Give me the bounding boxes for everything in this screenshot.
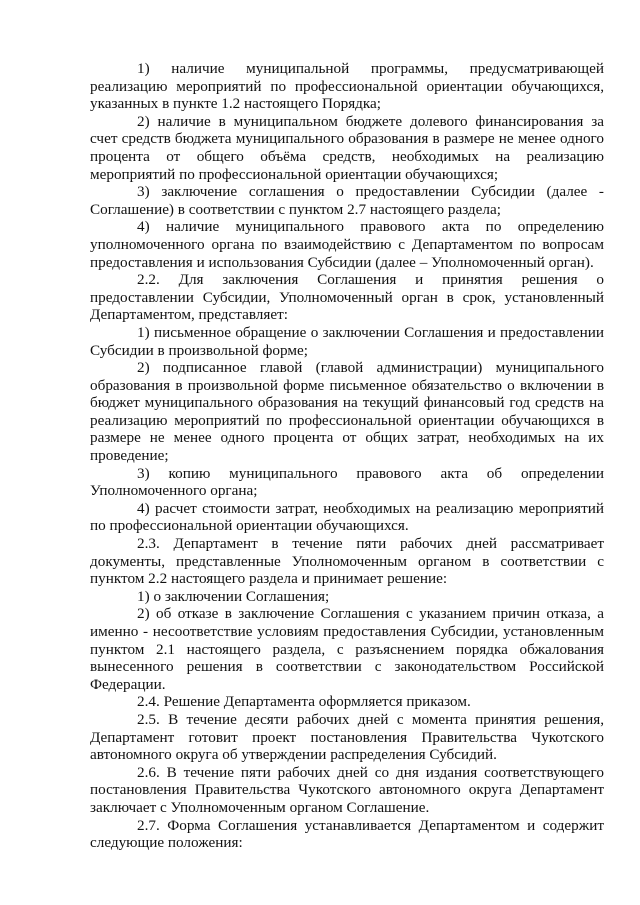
paragraph: 1) письменное обращение о заключении Соглашения и предоставлении Субсидии в произвольной форме;	[90, 323, 604, 359]
paragraph: 3) копию муниципального правового акта об определении Уполномоченного органа;	[90, 464, 604, 500]
paragraph: 1) о заключении Соглашения;	[137, 587, 330, 605]
paragraph: 4) расчет стоимости затрат, необходимых на реализацию мероприятий по профессиональной ориентации обучающихся.	[90, 499, 604, 535]
paragraph: 2) об отказе в заключение Соглашения с указанием причин отказа, а именно - несоответствие условиям предоставления Субсидии, установленным пунктом 2.1 настоящего раздела, с разъяснением порядка обжалования вынесенного решения в соответствии с законодательством Российской Федерации.	[90, 605, 604, 693]
paragraph: 2.4. Решение Департамента оформляется приказом.	[137, 693, 471, 711]
paragraph: 2) подписанное главой (главой администрации) муниципального образования в произвольной форме письменное обязательство о включении в бюджет муниципального образования на текущий финансовый год средств на реализацию мероприятий по профессиональной ориентации обучающихся в размере не менее одного процента от общих затрат, необходимых на их проведение;	[90, 359, 604, 465]
paragraph: 2.6. В течение пяти рабочих дней со дня издания соответствующего постановления Правительства Чукотского автономного округа Департамент заключает с Уполномоченным органом Соглашение.	[90, 763, 604, 816]
paragraph: 1) наличие муниципальной программы, предусматривающей реализацию мероприятий по профессиональной ориентации обучающихся, указанных в пункте 1.2 настоящего Порядка;	[90, 60, 604, 113]
paragraph: 2.5. В течение десяти рабочих дней с момента принятия решения, Департамент готовит проект постановления Правительства Чукотского автономного округа об утверждении распределения Субсидий.	[90, 710, 604, 764]
document-page	[90, 60, 604, 852]
paragraph: 2) наличие в муниципальном бюджете долевого финансирования за счет средств бюджета муниципального образования в размере не менее одного процента от общего объёма средств, необходимых на реализацию мероприятий по профессиональной ориентации обучающихся;	[90, 112, 604, 183]
paragraph: 4) наличие муниципального правового акта по определению уполномоченного органа по взаимодействию с Департаментом по вопросам предоставления и использования Субсидии (далее – Уполномоченный орган).	[90, 218, 604, 271]
paragraph: 2.7. Форма Соглашения устанавливается Департаментом и содержит следующие положения:	[90, 816, 604, 852]
paragraph: 2.2. Для заключения Соглашения и принятия решения о предоставлении Субсидии, Уполномоченный орган в срок, установленный Департаментом, представляет:	[90, 271, 604, 324]
paragraph: 2.3. Департамент в течение пяти рабочих дней рассматривает документы, представленные Уполномоченным органом в соответствии с пунктом 2.2 настоящего раздела и принимает решение:	[90, 535, 604, 588]
paragraph: 3) заключение соглашения о предоставлении Субсидии (далее - Соглашение) в соответствии с пунктом 2.7 настоящего раздела;	[90, 183, 604, 218]
